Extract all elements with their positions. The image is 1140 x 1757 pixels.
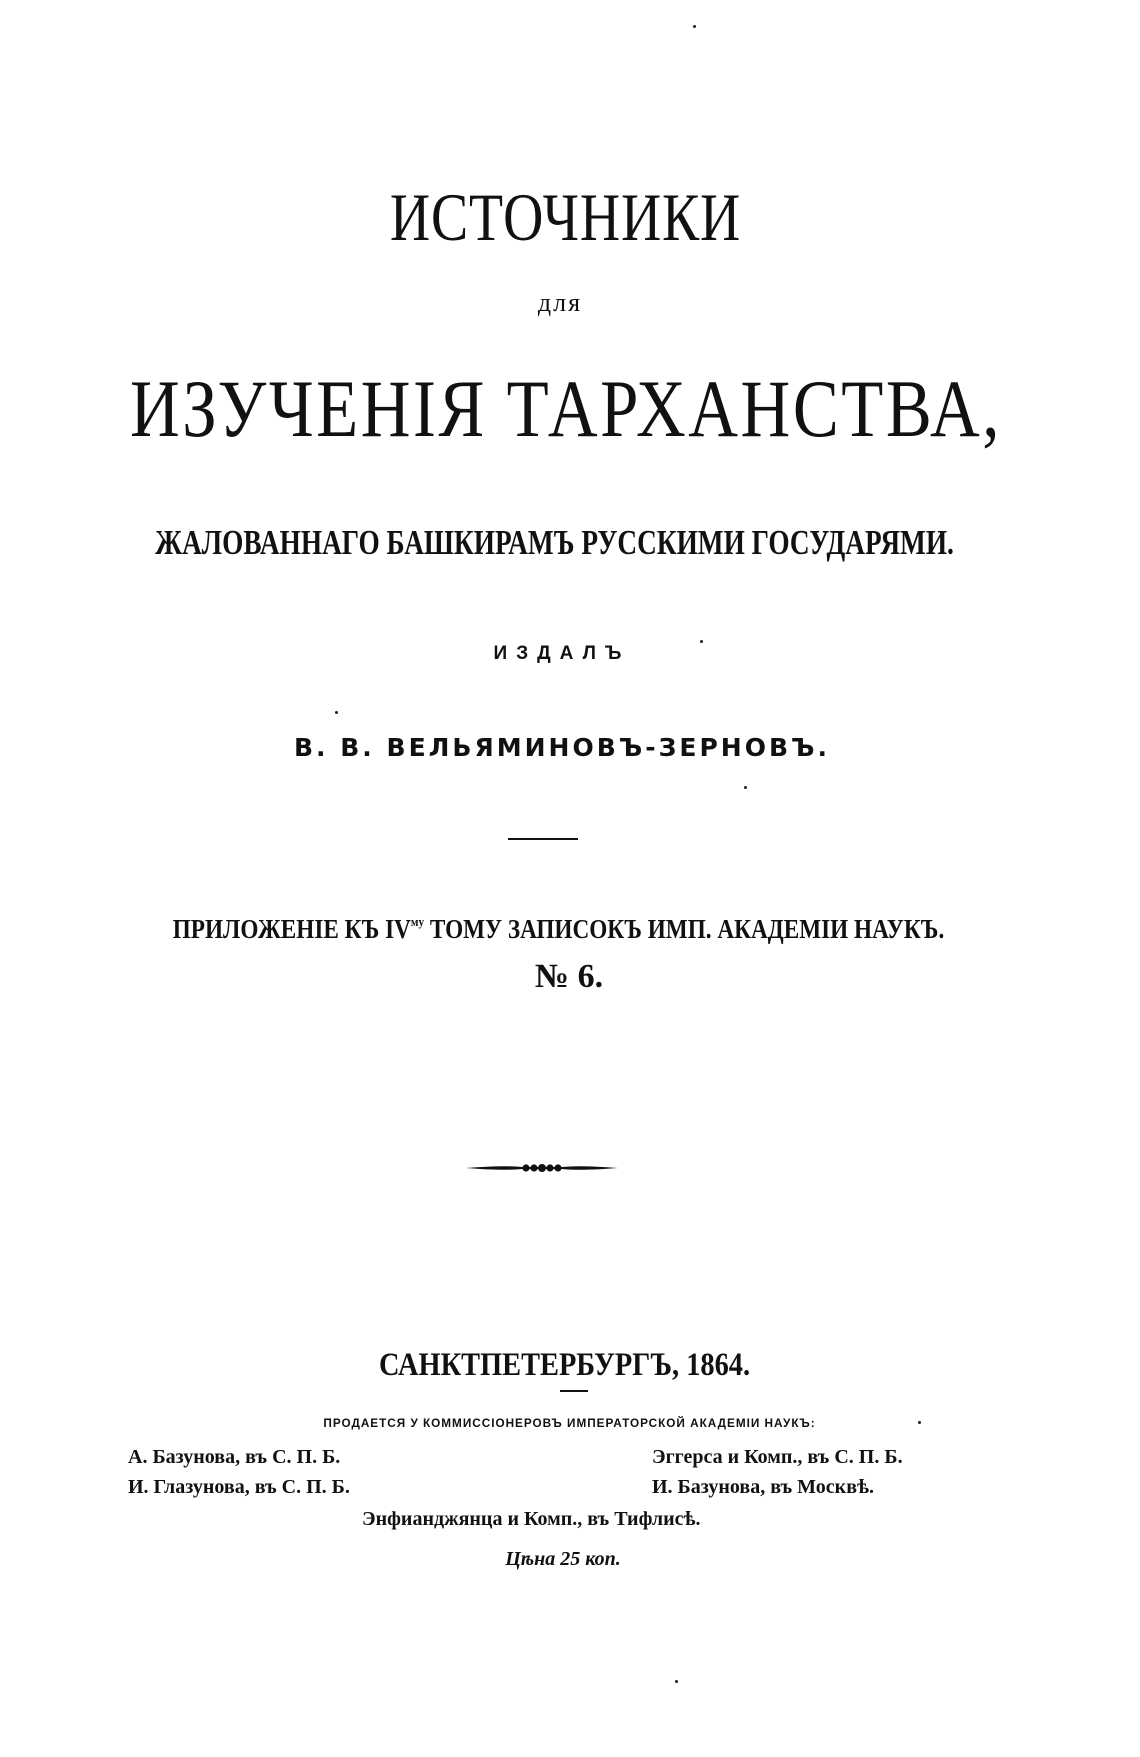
seller-entry: А. Базунова, въ С. П. Б. bbox=[128, 1446, 341, 1468]
publisher-label: ИЗДАЛЪ bbox=[493, 643, 631, 664]
print-speck bbox=[918, 1421, 921, 1424]
title-line-1: ИСТОЧНИКИ bbox=[389, 179, 742, 255]
subtitle: ЖАЛОВАННАГО БАШКИРАМЪ РУССКИМИ ГОСУДАРЯМИ. bbox=[155, 523, 954, 562]
print-speck bbox=[335, 711, 338, 714]
print-speck bbox=[693, 25, 696, 28]
title-connector: для bbox=[537, 288, 583, 317]
seller-entry: И. Базунова, въ Москвѣ. bbox=[652, 1476, 875, 1498]
seller-entry: Энфианджянца и Комп., въ Тифлисѣ. bbox=[362, 1508, 701, 1530]
print-speck bbox=[700, 640, 703, 643]
supplement-text-before: ПРИЛОЖЕНІЕ КЪ IV bbox=[172, 914, 411, 944]
author-name: В. В. ВЕЛЬЯМИНОВЪ-ЗЕРНОВЪ. bbox=[294, 733, 830, 762]
price-line: Цѣна 25 коп. bbox=[505, 1548, 621, 1570]
supplement-note bbox=[68, 914, 1048, 945]
seller-entry: И. Глазунова, въ С. П. Б. bbox=[128, 1476, 350, 1498]
print-speck bbox=[675, 1680, 678, 1683]
print-speck bbox=[744, 786, 747, 789]
ornament-divider bbox=[466, 1160, 618, 1176]
imprint-city-year: САНКТПЕТЕРБУРГЪ, 1864. bbox=[378, 1347, 751, 1383]
supplement-text-after: ТОМУ ЗАПИСОКЪ ИМП. АКАДЕМІИ НАУКЪ. bbox=[424, 914, 945, 944]
supplement-superscript: му bbox=[410, 914, 425, 929]
title-line-2: ИЗУЧЕНІЯ ТАРХАНСТВА, bbox=[129, 363, 1003, 454]
seller-entry: Эггерса и Комп., въ С. П. Б. bbox=[652, 1446, 903, 1468]
imprint-rule bbox=[560, 1390, 588, 1392]
issue-number: № 6. bbox=[534, 958, 604, 995]
divider-rule bbox=[508, 838, 578, 840]
sold-by-line: ПРОДАЕТСЯ У КОММИССІОНЕРОВЪ ИМПЕРАТОРСКОЙ АКАДЕМІИ НАУКЪ: bbox=[323, 1416, 816, 1430]
